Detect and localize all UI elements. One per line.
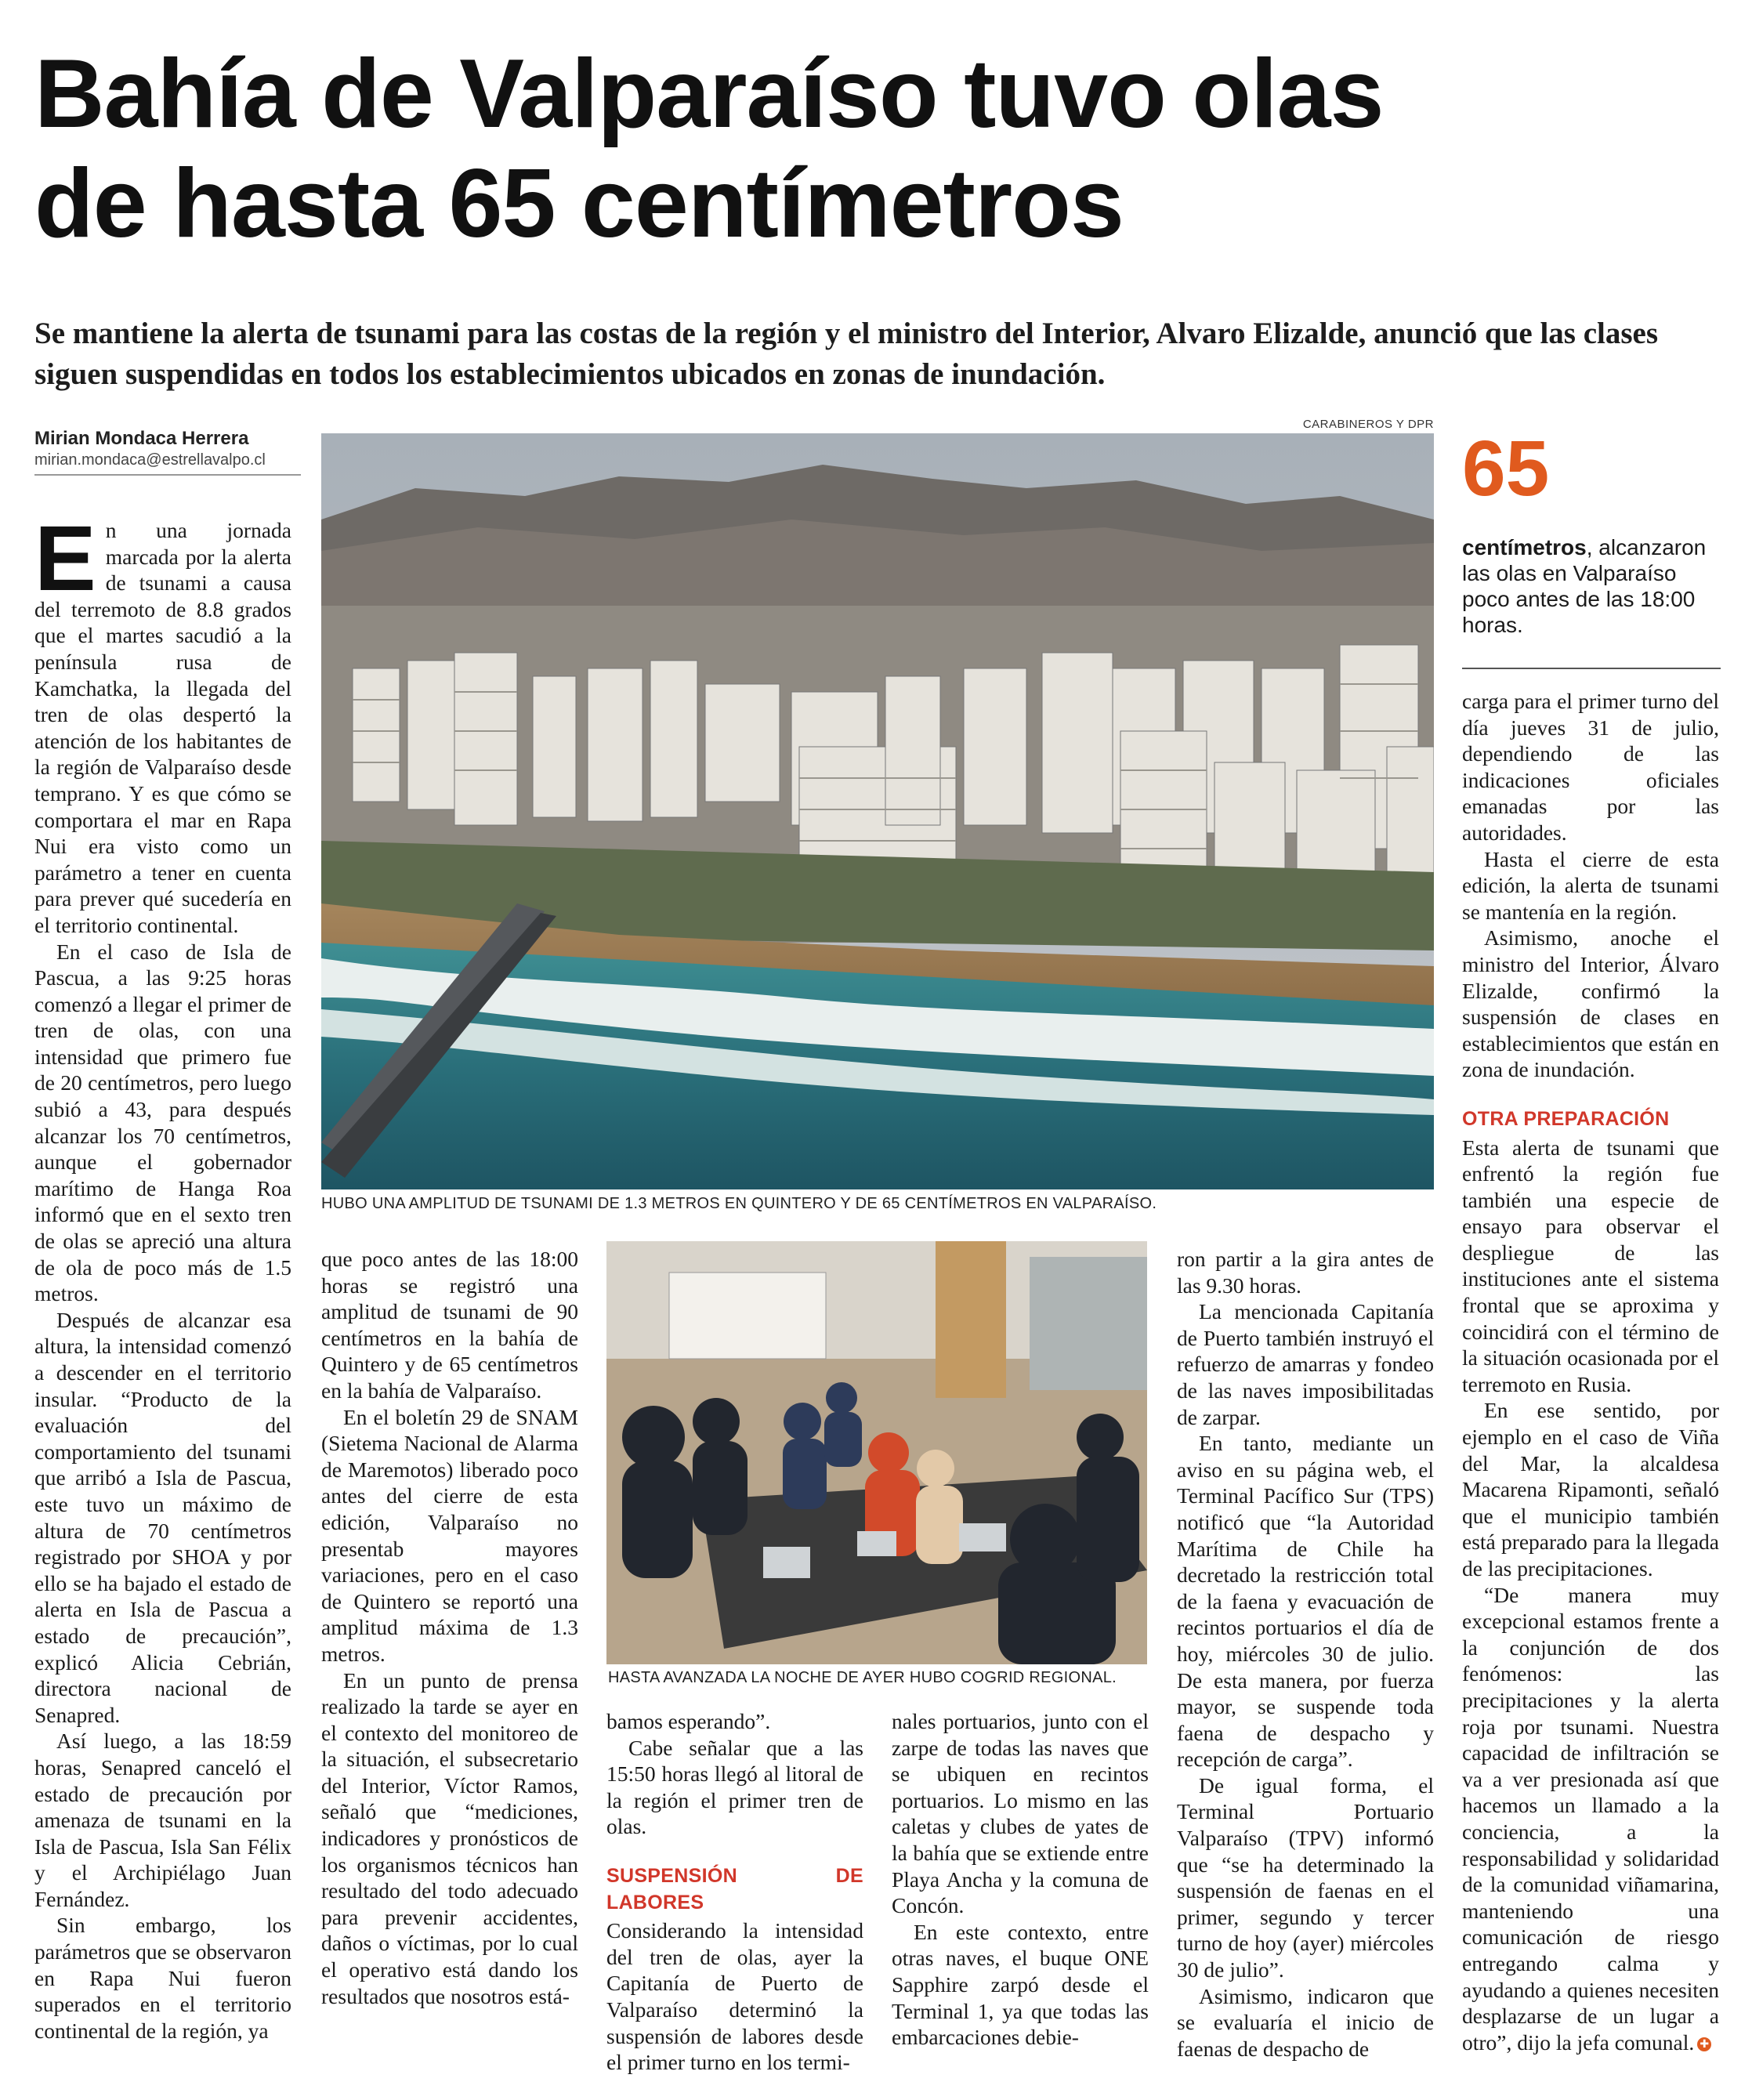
col3-p3: Considerando la intensidad del tren de olas, ayer la Capitanía de Puerto de Valparaíso determinó la suspensión de labores desde el primer turno en los termi- — [606, 1918, 863, 2075]
col1-p1: n una jornada marcada por la alerta de tsunami a causa del terremoto de 8.8 grados que el martes sacudió a la península rusa de Kamchatka, la llegada del tren de olas despertó la atención de los habitantes de la región de Valparaíso desde temprano. Y es que cómo se comportara el mar en Rapa Nui era visto como un parámetro a tener en cuenta para prever qué sucedería en el territorio continental. — [34, 518, 291, 937]
col6-p4: Esta alerta de tsunami que enfrentó la región fue también una especie de ensayo para observar el despliegue de las instituciones ante el sistema frontal que se aproxima y coincidirá con el término de la situación ocasionada por el terremoto en Rusia. — [1462, 1135, 1719, 1396]
col1-p5: Sin embargo, los parámetros que se observaron en Rapa Nui fueron superados en el territorio continental de la región, ya — [34, 1913, 291, 2043]
stat-rest: , alcanzaron las olas en Valparaíso poco antes de las 18:00 horas. — [1462, 535, 1707, 637]
col5-p3: En tanto, mediante un aviso en su página web, el Terminal Pacífico Sur (TPS) notificó que “la Autoridad Marítima de Chile ha decretado la restricción total de la faena y evacuación de recintos portuarios el día de hoy, miércoles 30 de julio. De esta manera, por fuerza mayor, se suspende toda faena de despacho y recepción de carga”. — [1177, 1431, 1434, 1772]
column-5 — [1177, 1246, 1434, 2062]
column-1 — [34, 507, 291, 2044]
col2-p1: que poco antes de las 18:00 horas se registró una amplitud de tsunami de 90 centímetros en la bahía de Quintero y de 65 centímetros en la bahía de Valparaíso. — [321, 1247, 578, 1403]
stat-number: 65 — [1462, 425, 1550, 512]
main-photo-caption: HUBO UNA AMPLITUD DE TSUNAMI DE 1.3 METROS EN QUINTERO Y DE 65 CENTÍMETROS EN VALPARAÍSO. — [321, 1195, 1157, 1212]
col5-p4: De igual forma, el Terminal Portuario Valparaíso (TPV) informó que “se ha determinado la suspensión de faenas en el primer, segundo y tercer turno de hoy (ayer) miércoles 30 de julio”. — [1177, 1772, 1434, 1982]
column-2 — [321, 1246, 578, 2009]
author-email[interactable]: mirian.mondaca@estrellavalpo.cl — [34, 451, 301, 476]
photo-credit: CARABINEROS Y DPR — [1302, 418, 1434, 431]
article-deck: Se mantiene la alerta de tsunami para las costas de la región y el ministro del Interior, Alvaro Elizalde, anunció que las clases siguen suspendidas en todos los establecimientos ubicados en zonas de inundación. — [34, 317, 1659, 391]
col1-p3: Después de alcanzar esa altura, la intensidad comenzó a descender en el territorio insular. “Producto de la evaluación del comportamiento del tsunami que arribó a Isla de Pascua, este tuvo un máximo de altura de 70 centímetros registrado por SHOA y por ello se ha bajado el estado de alerta en Isla de Pascua a estado de precaución”, explicó Alicia Cebrián, directora nacional de Senapred. — [34, 1307, 291, 1727]
col6-p5: En ese sentido, por ejemplo en el caso de Viña del Mar, la alcaldesa Macarena Ripamonti, señaló que el municipio también está preparado para la llegada de las precipitaciones. — [1462, 1398, 1719, 1580]
meeting-room-image — [606, 1241, 1147, 1664]
col4-p2: En este contexto, entre otras naves, el buque ONE Sapphire zarpó desde el Terminal 1, ya que todas las embarcaciones debie- — [892, 1919, 1149, 2050]
drop-cap: E — [34, 507, 96, 610]
col2-p3: En un punto de prensa realizado la tarde se ayer en el contexto del monitoreo de la situación, el subsecretario del Interior, Víctor Ramos, señaló que “mediciones, indicadores y pronósticos de los organismos técnicos han resultado del todo adecuado para prevenir accidentes, daños o víctimas, por lo cual el operativo está dando los resultados que nosotros está- — [321, 1667, 578, 2008]
col3-p2: Cabe señalar que a las 15:50 horas llegó al litoral de la región el primer tren de olas. — [606, 1735, 863, 1839]
stat-text — [1462, 534, 1721, 638]
column-4 — [892, 1708, 1149, 2051]
author-name: Mirian Mondaca Herrera — [34, 428, 249, 449]
headline — [34, 39, 1727, 259]
headline-line-1: Bahía de Valparaíso tuvo olas — [34, 40, 1384, 148]
col6-p2: Hasta el cierre de esta edición, la alerta de tsunami se mantenía en la región. — [1462, 846, 1719, 924]
stat-bold: centímetros — [1462, 535, 1587, 559]
byline — [34, 428, 301, 476]
col2-p2: En el boletín 29 de SNAM (Sietema Nacional de Alarma de Maremotos) liberado poco antes del cierre de esta edición, Valparaíso no presentab mayores variaciones, pero en el caso de Quintero se reportó una amplitud máxima de 1.3 metros. — [321, 1404, 578, 1666]
main-photo — [321, 433, 1434, 1189]
col1-p4: Así luego, a las 18:59 horas, Senapred canceló el estado de precaución por amenaza de tsunami en la Isla de Pascua, Isla San Félix y el Archipiélago Juan Fernández. — [34, 1729, 291, 1911]
col3-p1: bamos esperando”. — [606, 1709, 771, 1733]
coastline-aerial-image — [321, 433, 1434, 1189]
col3-subhead: SUSPENSIÓN DE LABORES — [606, 1864, 863, 1914]
col6-p1: carga para el primer turno del día jueves 31 de julio, dependiendo de las indicaciones oficiales emanadas por las autoridades. — [1462, 689, 1719, 845]
col4-p1: nales portuarios, junto con el zarpe de todas las naves que se ubiquen en recintos portuarios. Lo mismo en las caletas y clubes de yates de la bahía que se extiende entre Playa Ancha y la comuna de Concón. — [892, 1709, 1149, 1918]
column-6 — [1462, 688, 1719, 2055]
col6-p6: “De manera muy excepcional estamos frente a la conjunción de dos fenómenos: las precipitaciones y la alerta roja por tsunami. Nuestra capacidad de infiltración se va a ver presionada así que hacemos un llamado a la conciencia, a la responsabilidad y solidaridad de la comunidad viñamarina, manteniendo una comunicación de riesgo entregando calma y ayudando a quienes necesiten desplazarse de un lugar a otro”, dijo la jefa comunal. — [1462, 1582, 1719, 2055]
col6-subhead: OTRA PREPARACIÓN — [1462, 1107, 1670, 1130]
column-3 — [606, 1708, 863, 2076]
headline-line-2: de hasta 65 centímetros — [34, 150, 1124, 258]
col5-p1: ron partir a la gira antes de las 9.30 horas. — [1177, 1247, 1434, 1298]
col6-p3: Asimismo, anoche el ministro del Interior, Álvaro Elizalde, confirmó la suspensión de clases en establecimientos que están en zona de inundación. — [1462, 925, 1719, 1082]
second-photo-caption: HASTA AVANZADA LA NOCHE DE AYER HUBO COGRID REGIONAL. — [608, 1669, 1117, 1686]
stat-divider — [1462, 668, 1721, 669]
second-photo — [606, 1241, 1147, 1664]
end-mark-icon: ✚ — [1697, 2037, 1711, 2051]
col5-p2: La mencionada Capitanía de Puerto también instruyó el refuerzo de amarras y fondeo de las naves imposibilitadas de zarpar. — [1177, 1299, 1434, 1429]
col5-p5: Asimismo, indicaron que se evaluaría el inicio de faenas de despacho de — [1177, 1983, 1434, 2061]
col1-p2: En el caso de Isla de Pascua, a las 9:25 horas comenzó a llegar el primer de tren de olas, con una intensidad que primero fue de 20 centímetros, pero luego subió a 43, para después alcanzar los 70 centímetros, aunque el gobernador marítimo de Hanga Roa informó que en el sexto tren de olas se apreció una altura de ola de poco más de 1.5 metros. — [34, 939, 291, 1306]
